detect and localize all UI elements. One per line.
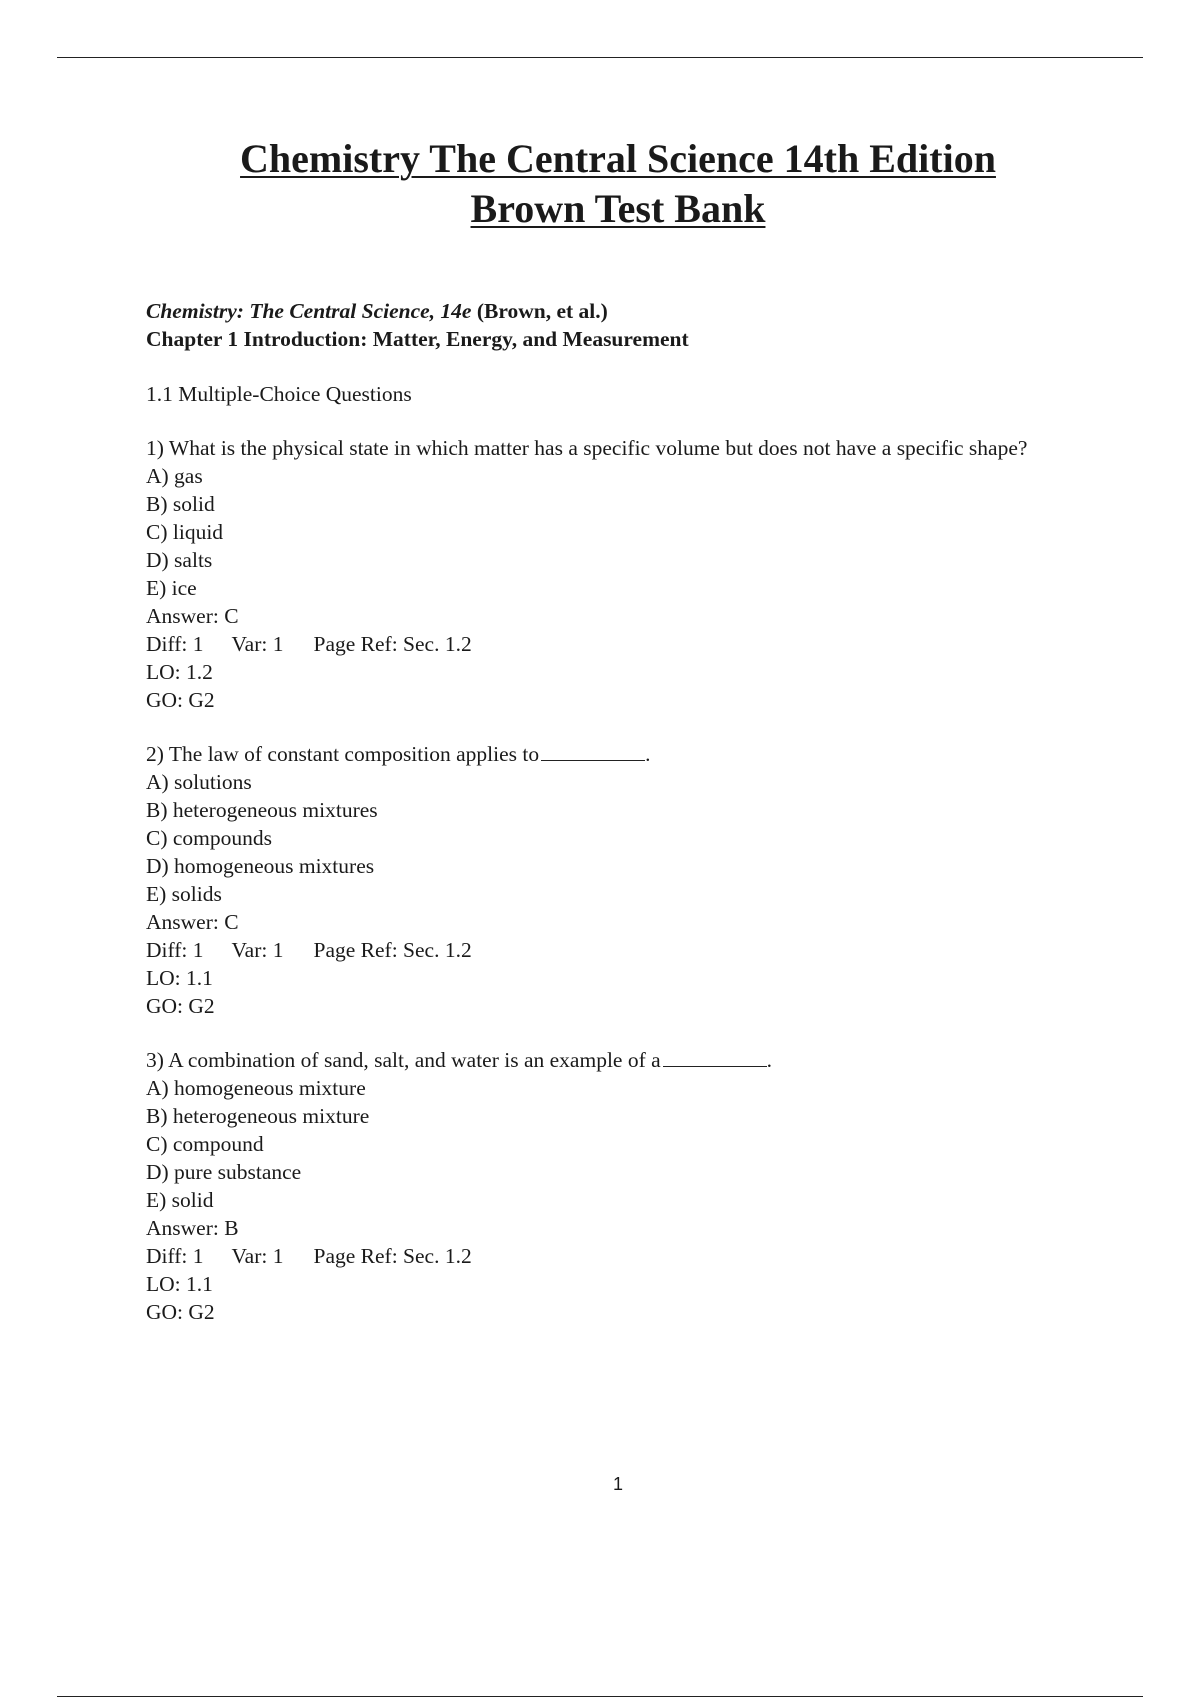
page-number: 1	[612, 1474, 623, 1494]
page-ref: Page Ref: Sec. 1.2	[313, 632, 472, 656]
variant: Var: 1	[231, 632, 284, 656]
option-e: E) solid	[146, 1188, 214, 1212]
page-ref: Page Ref: Sec. 1.2	[313, 938, 472, 962]
difficulty: Diff: 1	[146, 938, 204, 962]
document-title	[0, 134, 1200, 234]
option-b: B) heterogeneous mixtures	[146, 798, 378, 822]
question-3	[146, 1046, 1076, 1326]
option-d: D) salts	[146, 548, 213, 572]
difficulty: Diff: 1	[146, 1244, 204, 1268]
option-b: B) solid	[146, 492, 215, 516]
variant: Var: 1	[231, 1244, 284, 1268]
bottom-rule	[57, 1696, 1143, 1697]
option-e: E) solids	[146, 882, 222, 906]
chapter-heading: Chapter 1 Introduction: Matter, Energy, and Measurement	[146, 327, 689, 351]
question-1	[146, 434, 1076, 714]
meta-row	[146, 936, 1076, 964]
question-stem: 2) The law of constant composition applies to .	[146, 742, 651, 766]
option-c: C) liquid	[146, 520, 224, 544]
option-c: C) compounds	[146, 826, 273, 850]
book-authors: (Brown, et al.)	[471, 299, 608, 323]
global-outcome: GO: G2	[146, 994, 215, 1018]
section-heading: 1.1 Multiple-Choice Questions	[146, 382, 412, 406]
answer-line: Answer: C	[146, 604, 239, 628]
meta-row	[146, 1242, 1076, 1270]
option-e: E) ice	[146, 576, 197, 600]
answer-line: Answer: C	[146, 910, 239, 934]
option-a: A) gas	[146, 464, 203, 488]
meta-row	[146, 630, 1076, 658]
answer-blank	[541, 740, 645, 761]
page-ref: Page Ref: Sec. 1.2	[313, 1244, 472, 1268]
option-a: A) homogeneous mixture	[146, 1076, 366, 1100]
option-d: D) pure substance	[146, 1160, 302, 1184]
difficulty: Diff: 1	[146, 632, 204, 656]
question-stem: 1) What is the physical state in which matter has a specific volume but does not have a specific shape?	[146, 436, 1028, 460]
question-stem: 3) A combination of sand, salt, and water is an example of a .	[146, 1048, 773, 1072]
question-2	[146, 740, 1076, 1020]
variant: Var: 1	[231, 938, 284, 962]
global-outcome: GO: G2	[146, 688, 215, 712]
document-body	[146, 297, 1076, 1326]
option-d: D) homogeneous mixtures	[146, 854, 375, 878]
option-a: A) solutions	[146, 770, 252, 794]
book-reference	[146, 297, 1076, 325]
answer-blank	[663, 1046, 767, 1067]
learning-objective: LO: 1.1	[146, 966, 213, 990]
learning-objective: LO: 1.2	[146, 660, 213, 684]
title-line-1: Chemistry The Central Science 14th Edition	[240, 136, 996, 181]
learning-objective: LO: 1.1	[146, 1272, 213, 1296]
answer-line: Answer: B	[146, 1216, 239, 1240]
global-outcome: GO: G2	[146, 1300, 215, 1324]
book-title: Chemistry: The Central Science, 14e	[146, 299, 472, 323]
option-b: B) heterogeneous mixture	[146, 1104, 370, 1128]
top-rule	[57, 57, 1143, 58]
option-c: C) compound	[146, 1132, 264, 1156]
title-line-2: Brown Test Bank	[470, 186, 766, 231]
